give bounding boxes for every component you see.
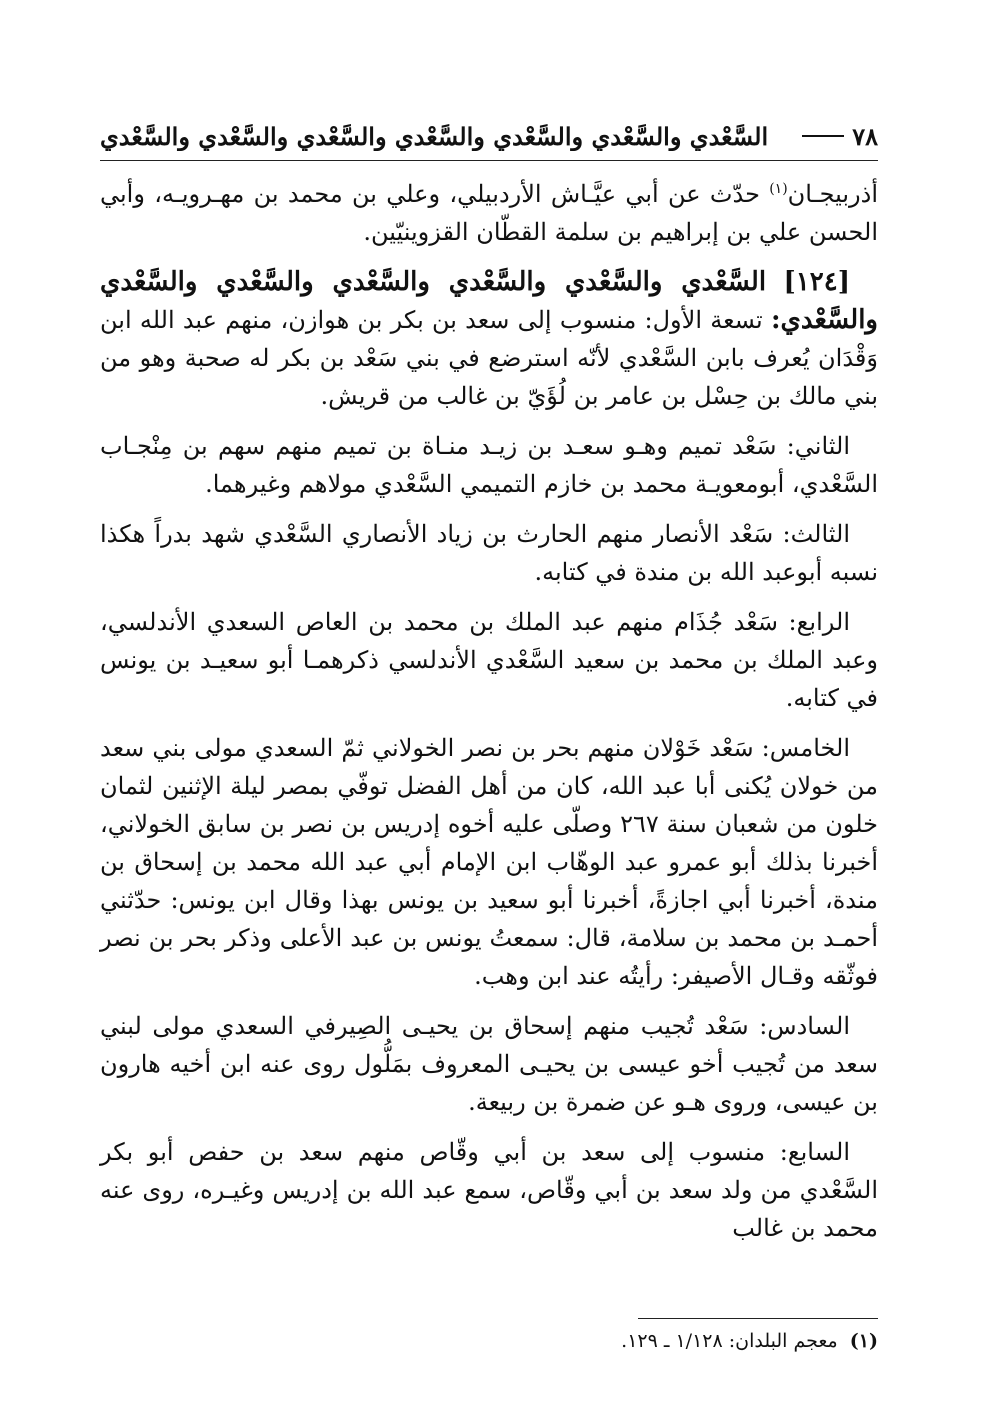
paragraph-sixth: السادس: سَعْد تُجيب منهم إسحاق بن يحيـى الصِيرفي السعدي مولى لبني سعد من تُجيب أخو عيسى بن يحيـى المعروف بمَلُّول روى عنه ابن أخيه هارون بن عيسى، وروى هـو عن ضمرة بن ربيعة.	[100, 1012, 878, 1116]
entry-number: [١٢٤]	[783, 267, 850, 297]
footnote-divider	[638, 1318, 878, 1319]
footnote-marker: (١)	[769, 181, 788, 197]
footnote	[100, 1330, 878, 1352]
main-text	[100, 170, 878, 1259]
page-number: ٧٨	[852, 121, 878, 151]
running-title: السَّعْدي والسَّعْدي والسَّعْدي والسَّعْدي والسَّعْدي والسَّعْدي والسَّعْدي	[100, 121, 769, 151]
paragraph-seventh: السابع: منسوب إلى سعد بن أبي وقّاص منهم سعد بن حفص أبو بكر السَّعْدي من ولد سعد بن أبي وقّاص، سمع عبد الله بن إدريس وغيـره، روى عنه محمد بن غالب	[100, 1138, 878, 1242]
header-dash	[802, 135, 844, 137]
paragraph-fifth: الخامس: سَعْد خَوْلان منهم بحر بن نصر الخولاني ثمّ السعدي مولى بني سعد من خولان يُكنى أبا عبد الله، كان من أهل الفضل توفّي بمصر ليلة الإثنين لثمان خلون من شعبان سنة ٢٦٧ وصلّى عليه أخوه إدريس بن نصر بن سابق الخولاني، أخبرنا بذلك أبو عمرو عبد الوهّاب ابن الإمام أبي عبد الله محمد بن إسحاق بن مندة، أخبرنا أبي اجازةً، أخبرنا أبو سعيد بن يونس بهذا وقال ابن يونس: حدّثني أحمـد بن محمد بن سلامة، قال: سمعتُ يونس بن عبد الأعلى وذكر بحر بن نصر فوثّقه وقـال الأصيفر: رأيتُه عند ابن وهب.	[100, 734, 879, 990]
continuation-text-before: أذربيجـان	[787, 180, 878, 208]
paragraph-fourth: الرابع: سَعْد جُذَام منهم عبد الملك بن محمد بن العاص السعدي الأندلسي، وعبد الملك بن محمد بن سعيد السَّعْدي الأندلسي ذكرهمـا أبو سعيـد بن يونس في كتابه.	[100, 608, 878, 712]
footnote-number: (١)	[849, 1330, 878, 1352]
paragraph-second: الثاني: سَعْد تميم وهـو سعـد بن زيـد منـاة بن تميم منهم سهم بن مِنْجـاب السَّعْدي، أبومعويـة محمد بن خازم التميمي السَّعْدي مولاهم وغيرهما.	[100, 432, 878, 498]
continuation-paragraph	[100, 170, 878, 251]
paragraph-third: الثالث: سَعْد الأنصار منهم الحارث بن زياد الأنصاري السَّعْدي شهد بدراً هكذا نسبه أبوعبد الله بن مندة في كتابه.	[100, 520, 878, 586]
continuation-text-after: حدّث عن أبي عيَّـاش الأردبيلي، وعلي بن محمد بن مهـرويـه، وأبي الحسن علي بن إبراهيم بن سلمة القطّان القزوينيّين.	[100, 180, 878, 246]
entry-title: السَّعْدي والسَّعْدي والسَّعْدي والسَّعْدي والسَّعْدي والسَّعْدي والسَّعْدي:	[100, 267, 878, 335]
page-header	[100, 112, 878, 161]
footnote-text: معجم البلدان: ١/١٢٨ ـ ١٢٩.	[621, 1330, 838, 1352]
entry-intro: تسعة الأول: منسوب إلى سعد بن بكر بن هوازن، منهم عبد الله ابن وَقْدَان يُعرف بابن السَّعْدي لأنّه استرضع في بني سَعْد بن بكر له صحبة وهو من بني مالك بن حِسْل بن عامر بن لُؤَيّ بن غالب من قريش.	[100, 306, 878, 410]
entry-paragraph	[100, 263, 878, 415]
page-number-group	[802, 122, 878, 151]
